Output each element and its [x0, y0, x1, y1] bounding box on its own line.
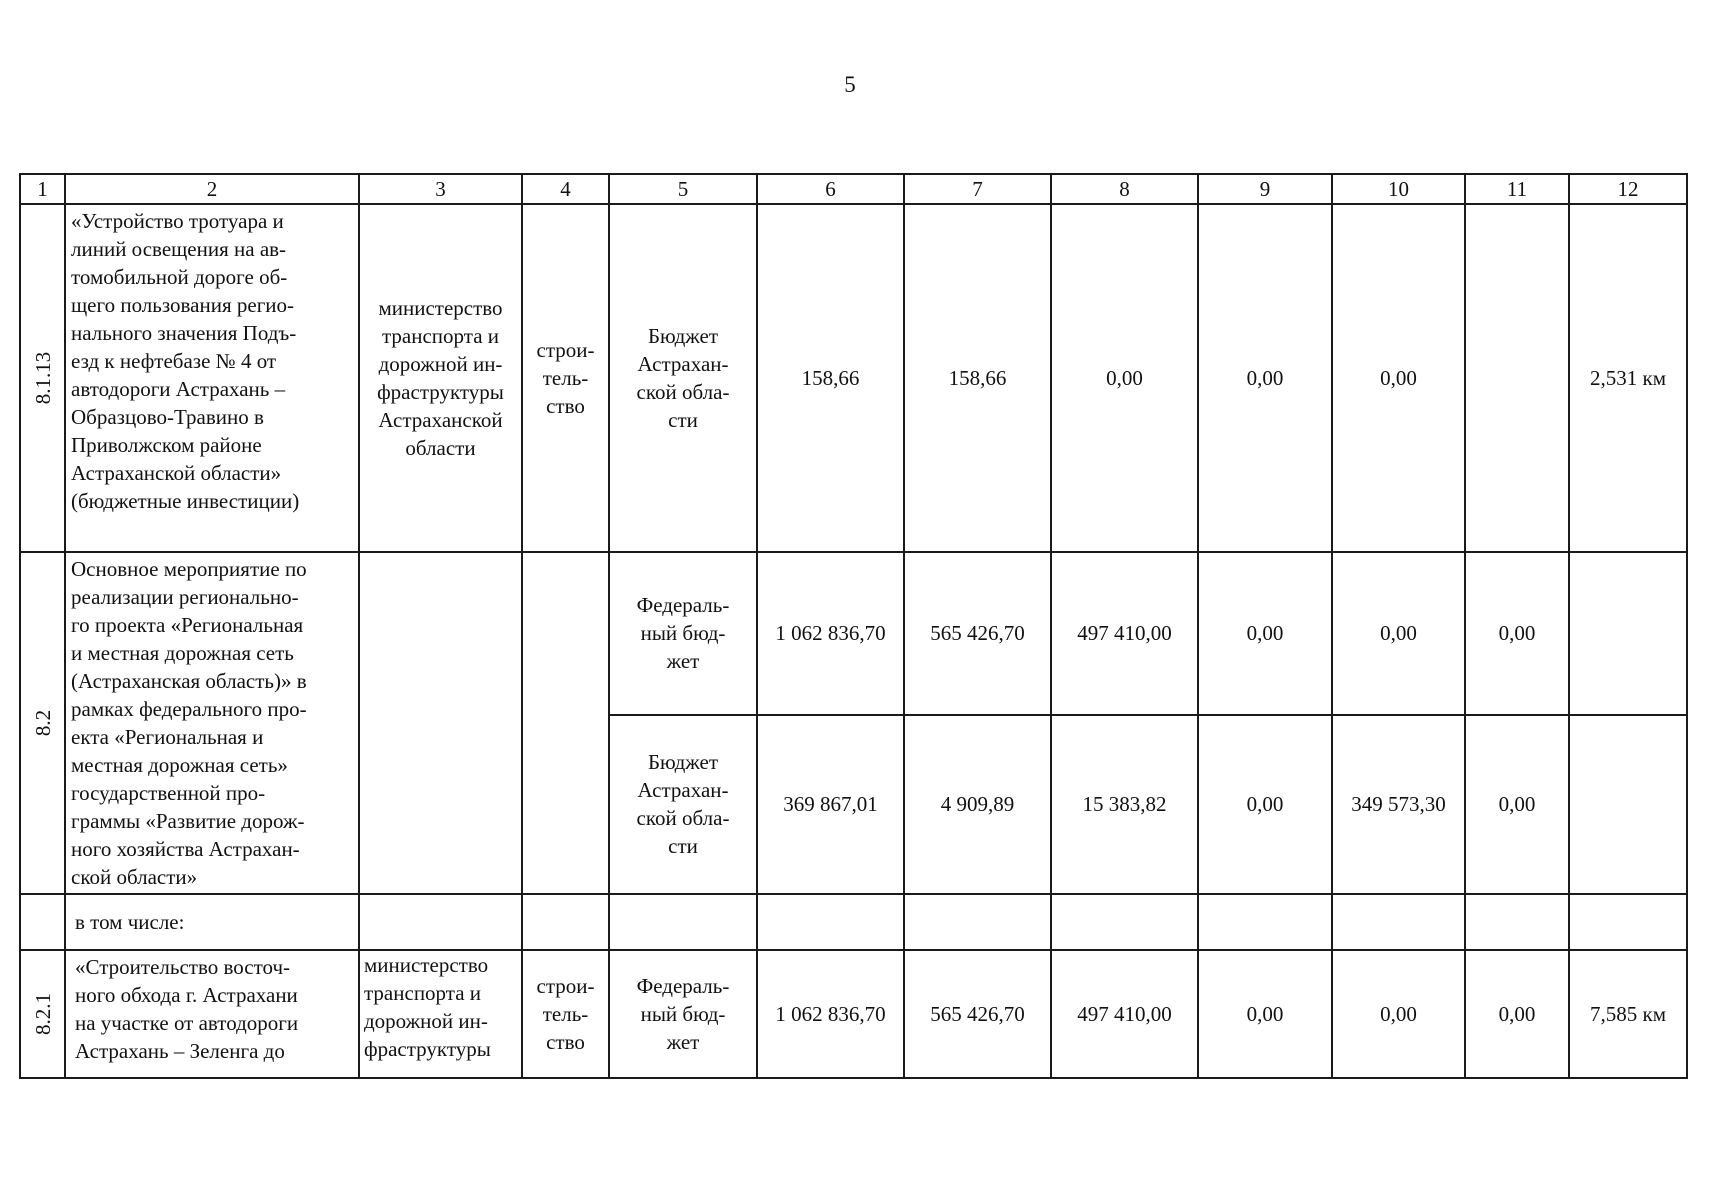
empty-cell — [757, 894, 904, 950]
activity-name: «Устройство тротуара и линий освещения на ав- томобильной дороге об- щего пользования регио- нального значения Подъ- езд к нефтебазе № 4 от автодороги Астрахань – Образцово-Травино в Приволжском районе Астраханской области» (бюджетные инвестиции) — [65, 204, 359, 552]
empty-cell — [904, 894, 1051, 950]
value-col-12 — [1569, 715, 1687, 894]
value-col-9: 0,00 — [1198, 204, 1332, 552]
value-col-11 — [1465, 204, 1569, 552]
subtotal-note: в том числе: — [65, 894, 359, 950]
work-type-cell: строи- тель- ство — [522, 204, 609, 552]
value-col-7: 158,66 — [904, 204, 1051, 552]
header-cell: 1 — [20, 174, 65, 204]
table-row — [20, 552, 1687, 715]
header-cell: 2 — [65, 174, 359, 204]
value-col-6: 1 062 836,70 — [757, 552, 904, 715]
header-cell: 9 — [1198, 174, 1332, 204]
empty-cell — [522, 894, 609, 950]
empty-cell — [1465, 894, 1569, 950]
value-col-10: 349 573,30 — [1332, 715, 1465, 894]
table-row — [20, 204, 1687, 552]
header-cell: 8 — [1051, 174, 1198, 204]
value-col-11: 0,00 — [1465, 552, 1569, 715]
value-col-10: 0,00 — [1332, 950, 1465, 1078]
value-col-9: 0,00 — [1198, 950, 1332, 1078]
value-col-7: 4 909,89 — [904, 715, 1051, 894]
header-cell: 5 — [609, 174, 757, 204]
row-number-cell — [20, 552, 65, 894]
funding-source-cell: Федераль- ный бюд- жет — [609, 950, 757, 1078]
empty-cell — [1051, 894, 1198, 950]
empty-cell — [1569, 894, 1687, 950]
row-number-cell — [20, 894, 65, 950]
funding-source-cell: Бюджет Астрахан- ской обла- сти — [609, 204, 757, 552]
header-cell: 11 — [1465, 174, 1569, 204]
page-number: 5 — [844, 72, 856, 97]
value-col-9: 0,00 — [1198, 715, 1332, 894]
executor-cell: министерство транспорта и дорожной ин- фраструктуры — [359, 950, 522, 1078]
funding-source-cell: Бюджет Астрахан- ской обла- сти — [609, 715, 757, 894]
header-cell: 12 — [1569, 174, 1687, 204]
table-row — [20, 894, 1687, 950]
value-col-7: 565 426,70 — [904, 950, 1051, 1078]
value-col-6: 1 062 836,70 — [757, 950, 904, 1078]
value-col-12 — [1569, 552, 1687, 715]
funding-source-cell: Федераль- ный бюд- жет — [609, 552, 757, 715]
value-col-12: 2,531 км — [1569, 204, 1687, 552]
value-col-8: 497 410,00 — [1051, 950, 1198, 1078]
row-number: 8.2.1 — [30, 993, 55, 1035]
header-cell: 6 — [757, 174, 904, 204]
executor-cell: министерство транспорта и дорожной ин- фраструктуры Астраханской области — [359, 204, 522, 552]
value-col-8: 0,00 — [1051, 204, 1198, 552]
value-col-6: 369 867,01 — [757, 715, 904, 894]
work-type-cell: строи- тель- ство — [522, 950, 609, 1078]
value-col-12: 7,585 км — [1569, 950, 1687, 1078]
value-col-11: 0,00 — [1465, 715, 1569, 894]
value-col-10: 0,00 — [1332, 552, 1465, 715]
row-number-cell — [20, 950, 65, 1078]
header-cell: 10 — [1332, 174, 1465, 204]
value-col-11: 0,00 — [1465, 950, 1569, 1078]
activity-name: «Строительство восточ- ного обхода г. Астрахани на участке от автодороги Астрахань – Зеленга до — [65, 950, 359, 1078]
value-col-6: 158,66 — [757, 204, 904, 552]
table-row — [20, 950, 1687, 1078]
executor-cell — [359, 552, 522, 894]
row-number: 8.1.13 — [30, 351, 55, 405]
work-type-cell — [522, 552, 609, 894]
row-number-cell — [20, 204, 65, 552]
value-col-8: 497 410,00 — [1051, 552, 1198, 715]
program-table — [19, 173, 1688, 1079]
value-col-7: 565 426,70 — [904, 552, 1051, 715]
value-col-8: 15 383,82 — [1051, 715, 1198, 894]
empty-cell — [609, 894, 757, 950]
header-cell: 3 — [359, 174, 522, 204]
activity-name: Основное мероприятие по реализации регионально- го проекта «Региональная и местная дорожная сеть (Астраханская область)» в рамках федерального про- екта «Региональная и местная дорожная сеть» государственной про- граммы «Развитие дорож- ного хозяйства Астрахан- ской области» — [65, 552, 359, 894]
header-cell: 7 — [904, 174, 1051, 204]
value-col-9: 0,00 — [1198, 552, 1332, 715]
header-cell: 4 — [522, 174, 609, 204]
empty-cell — [359, 894, 522, 950]
row-number: 8.2 — [30, 709, 55, 737]
empty-cell — [1332, 894, 1465, 950]
header-row — [20, 174, 1687, 204]
value-col-10: 0,00 — [1332, 204, 1465, 552]
empty-cell — [1198, 894, 1332, 950]
